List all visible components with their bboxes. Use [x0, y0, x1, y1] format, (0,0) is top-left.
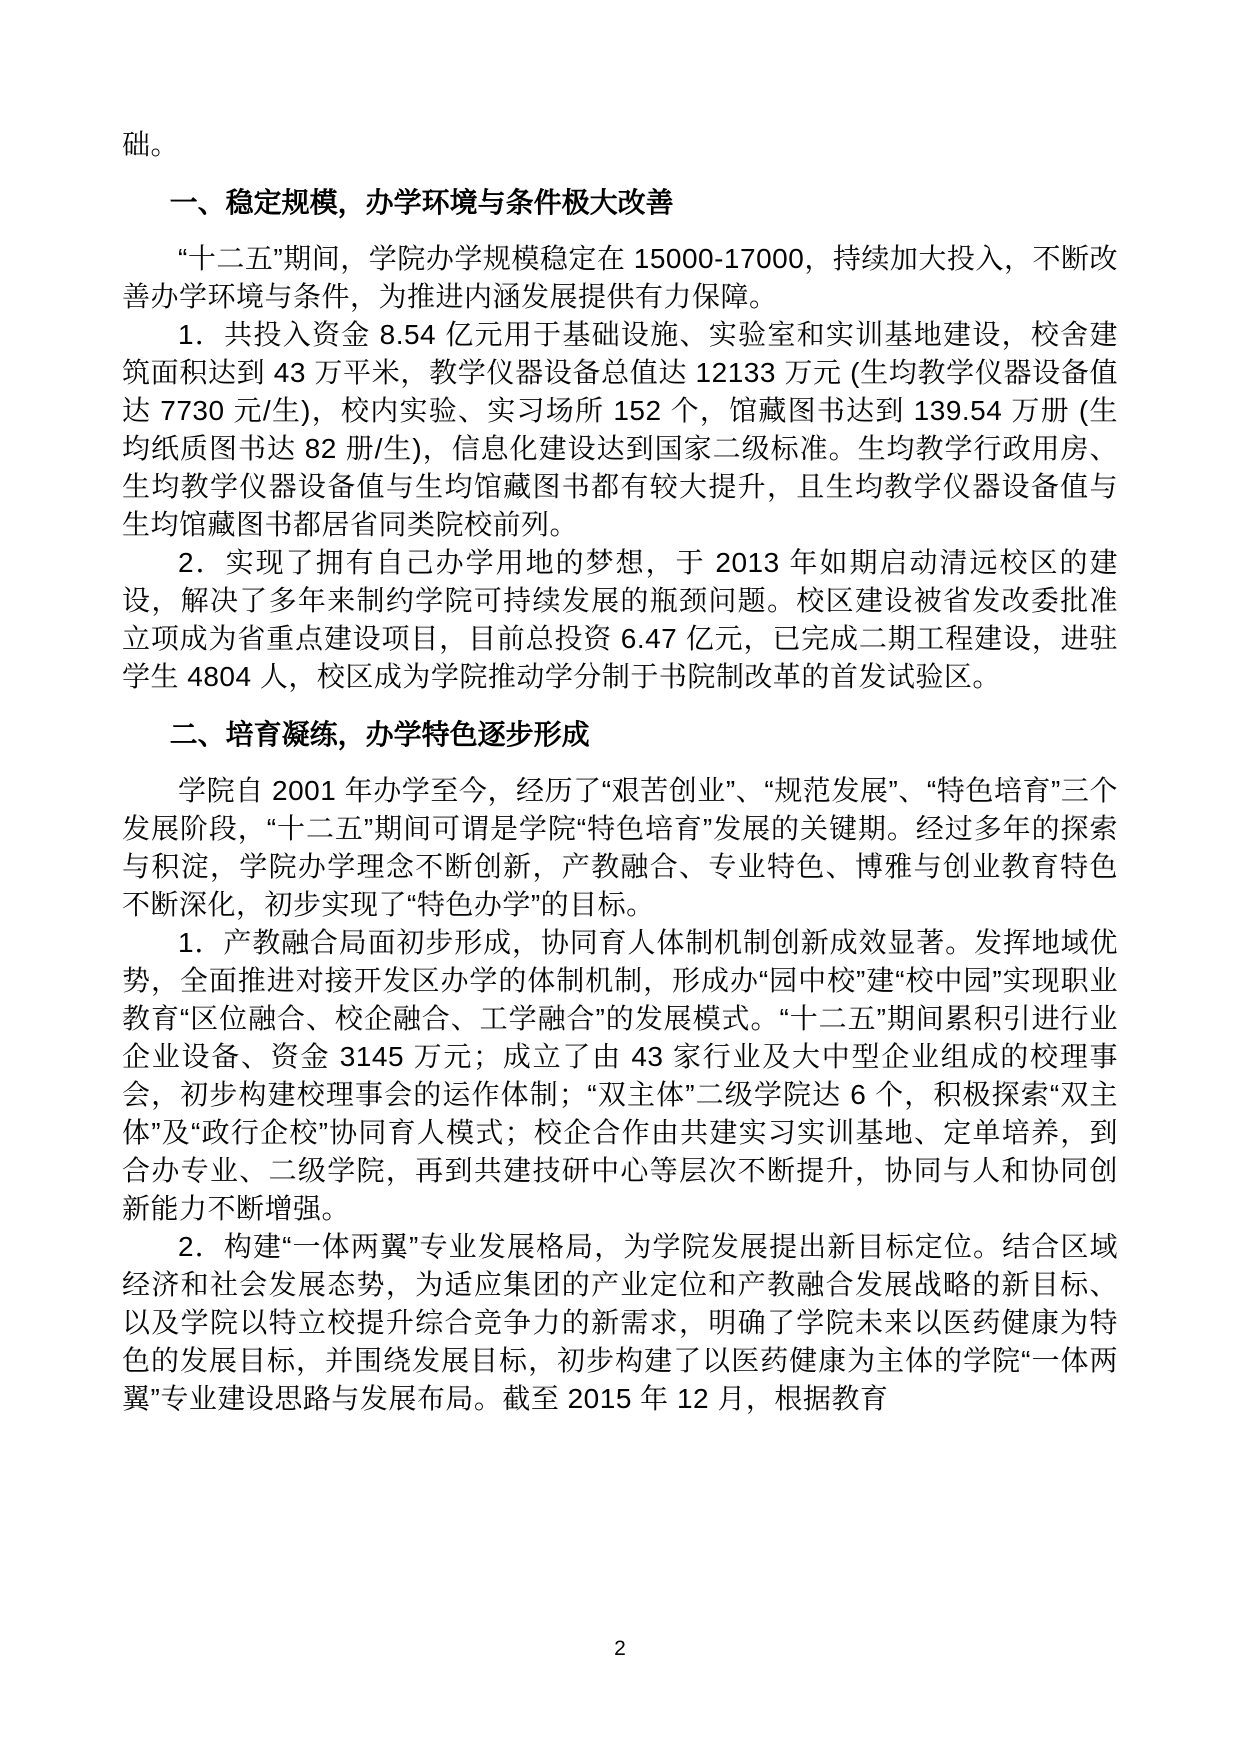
section-1-paragraph-3: 2．实现了拥有自己办学用地的梦想，于 2013 年如期启动清远校区的建设，解决了多年来制约学院可持续发展的瓶颈问题。校区建设被省发改委批准立项成为省重点建设项目，目前总投资 6.47 亿元，已完成二期工程建设，进驻学生 4804 人，校区成为学院推动学分制于书院制改革的首发试验区。 [122, 547, 1118, 692]
section-1-paragraph-2: 1．共投入资金 8.54 亿元用于基础设施、实验室和实训基地建设，校舍建筑面积达到 43 万平米，教学仪器设备总值达 12133 万元 (生均教学仪器设备值达 7730 元/生)，校内实验、实习场所 152 个，馆藏图书达到 139.54 万册 (生均纸质图书达 82 册/生)，信息化建设达到国家二级标准。生均教学行政用房、生均教学仪器设备值与生均馆藏图书都有较大提升，且生均教学仪器设备值与生均馆藏图书都居省同类院校前列。 [122, 319, 1118, 540]
paragraph-continuation: 础。 [122, 129, 180, 160]
section-1-paragraph-1: “十二五”期间，学院办学规模稳定在 15000-17000，持续加大投入，不断改善办学环境与条件，为推进内涵发展提供有力保障。 [122, 243, 1118, 312]
section-2-paragraph-3: 2．构建“一体两翼”专业发展格局，为学院发展提出新目标定位。结合区域经济和社会发展态势，为适应集团的产业定位和产教融合发展战略的新目标、以及学院以特立校提升综合竞争力的新需求，明确了学院未来以医药健康为特色的发展目标，并围绕发展目标，初步构建了以医药健康为主体的学院“一体两翼”专业建设思路与发展布局。截至 2015 年 12 月，根据教育 [122, 1231, 1118, 1414]
section-1-heading: 一、稳定规模，办学环境与条件极大改善 [169, 187, 674, 218]
section-2-heading: 二、培育凝练，办学特色逐步形成 [169, 719, 590, 750]
section-2-paragraph-1: 学院自 2001 年办学至今，经历了“艰苦创业”、“规范发展”、“特色培育”三个发展阶段，“十二五”期间可谓是学院“特色培育”发展的关键期。经过多年的探索与积淀，学院办学理念不断创新，产教融合、专业特色、博雅与创业教育特色不断深化，初步实现了“特色办学”的目标。 [122, 775, 1118, 920]
page-number: 2 [614, 1637, 626, 1660]
section-2-paragraph-2: 1．产教融合局面初步形成，协同育人体制机制创新成效显著。发挥地域优势，全面推进对接开发区办学的体制机制，形成办“园中校”建“校中园”实现职业教育“区位融合、校企融合、工学融合”的发展模式。“十二五”期间累积引进行业企业设备、资金 3145 万元；成立了由 43 家行业及大中型企业组成的校理事会，初步构建校理事会的运作体制；“双主体”二级学院达 6 个，积极探索“双主体”及“政行企校”协同育人模式；校企合作由共建实习实训基地、定单培养，到合办专业、二级学院，再到共建技研中心等层次不断提升，协同与人和协同创新能力不断增强。 [122, 927, 1118, 1224]
